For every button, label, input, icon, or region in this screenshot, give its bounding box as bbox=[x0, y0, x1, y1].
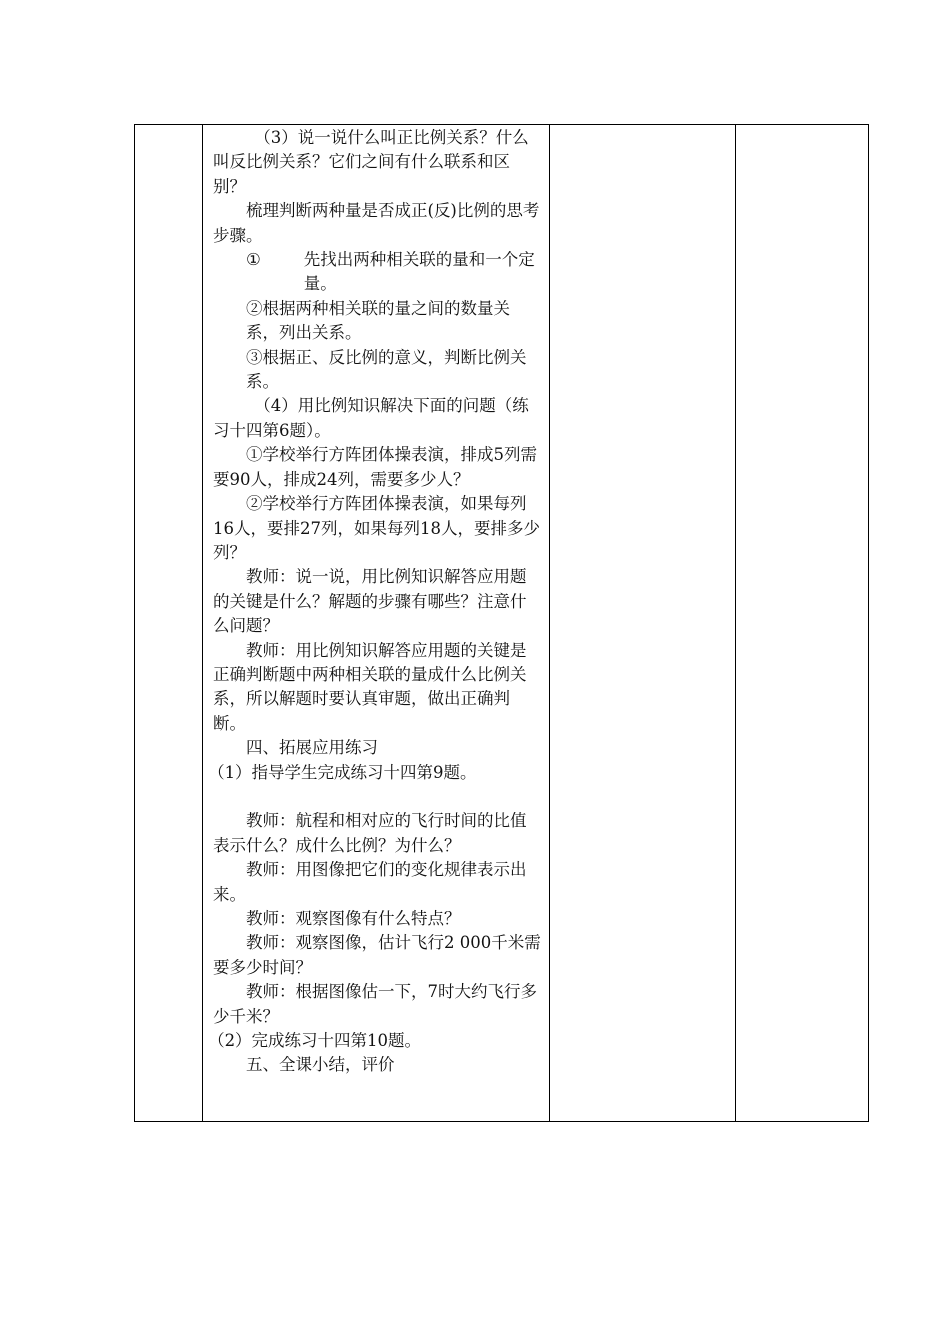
teacher-line-7: 教师：根据图像估一下，7时大约飞行多少千米？ bbox=[213, 982, 537, 1026]
blank-line bbox=[213, 785, 542, 809]
problem-2: ②学校举行方阵团体操表演，如果每列16人，要排27列，如果每列18人，要排多少列？ bbox=[213, 494, 540, 562]
problem-1: ①学校举行方阵团体操表演，排成5列需要90人，排成24列，需要多少人？ bbox=[213, 445, 537, 489]
column-3-cell bbox=[550, 125, 736, 1122]
step-1-text: 先找出两种相关联的量和一个定量。 bbox=[303, 250, 535, 294]
question-3: （3）说一说什么叫正比例关系？什么叫反比例关系？它们之间有什么联系和区别？ bbox=[213, 128, 529, 196]
teaching-content bbox=[203, 125, 549, 1078]
lesson-plan-table bbox=[134, 124, 869, 1122]
teacher-line-4: 教师：用图像把它们的变化规律表示出来。 bbox=[213, 860, 527, 904]
column-4-cell bbox=[736, 125, 869, 1122]
teacher-line-2: 教师：用比例知识解答应用题的关键是正确判断题中两种相关联的量成什么比例关系，所以解题时要认真审题，做出正确判断。 bbox=[213, 640, 527, 733]
sort-steps-paragraph: 梳理判断两种量是否成正(反)比例的思考步骤。 bbox=[213, 201, 540, 245]
step-3: ③根据正、反比例的意义，判断比例关系。 bbox=[246, 347, 527, 392]
step-1-marker: ① bbox=[246, 250, 261, 270]
section-4-heading: 四、拓展应用练习 bbox=[246, 738, 378, 758]
column-1-cell bbox=[135, 125, 203, 1122]
table-row bbox=[135, 125, 869, 1122]
step-2: ②根据两种相关联的量之间的数量关系，列出关系。 bbox=[246, 298, 510, 343]
section-5-heading: 五、全课小结，评价 bbox=[246, 1055, 395, 1075]
teacher-line-6: 教师：观察图像，估计飞行2 000千米需要多少时间？ bbox=[213, 933, 541, 977]
question-4: （4）用比例知识解决下面的问题（练习十四第6题）。 bbox=[213, 396, 529, 440]
step-1 bbox=[213, 248, 542, 297]
teaching-content-cell bbox=[203, 125, 550, 1122]
teacher-line-3: 教师：航程和相对应的飞行时间的比值表示什么？成什么比例？为什么？ bbox=[213, 811, 527, 855]
exercise-2: （2）完成练习十四第10题。 bbox=[208, 1031, 422, 1051]
exercise-1: （1）指导学生完成练习十四第9题。 bbox=[208, 762, 477, 782]
teacher-line-5: 教师：观察图像有什么特点？ bbox=[246, 908, 461, 928]
teacher-line-1: 教师：说一说，用比例知识解答应用题的关键是什么？解题的步骤有哪些？注意什么问题？ bbox=[213, 567, 527, 636]
